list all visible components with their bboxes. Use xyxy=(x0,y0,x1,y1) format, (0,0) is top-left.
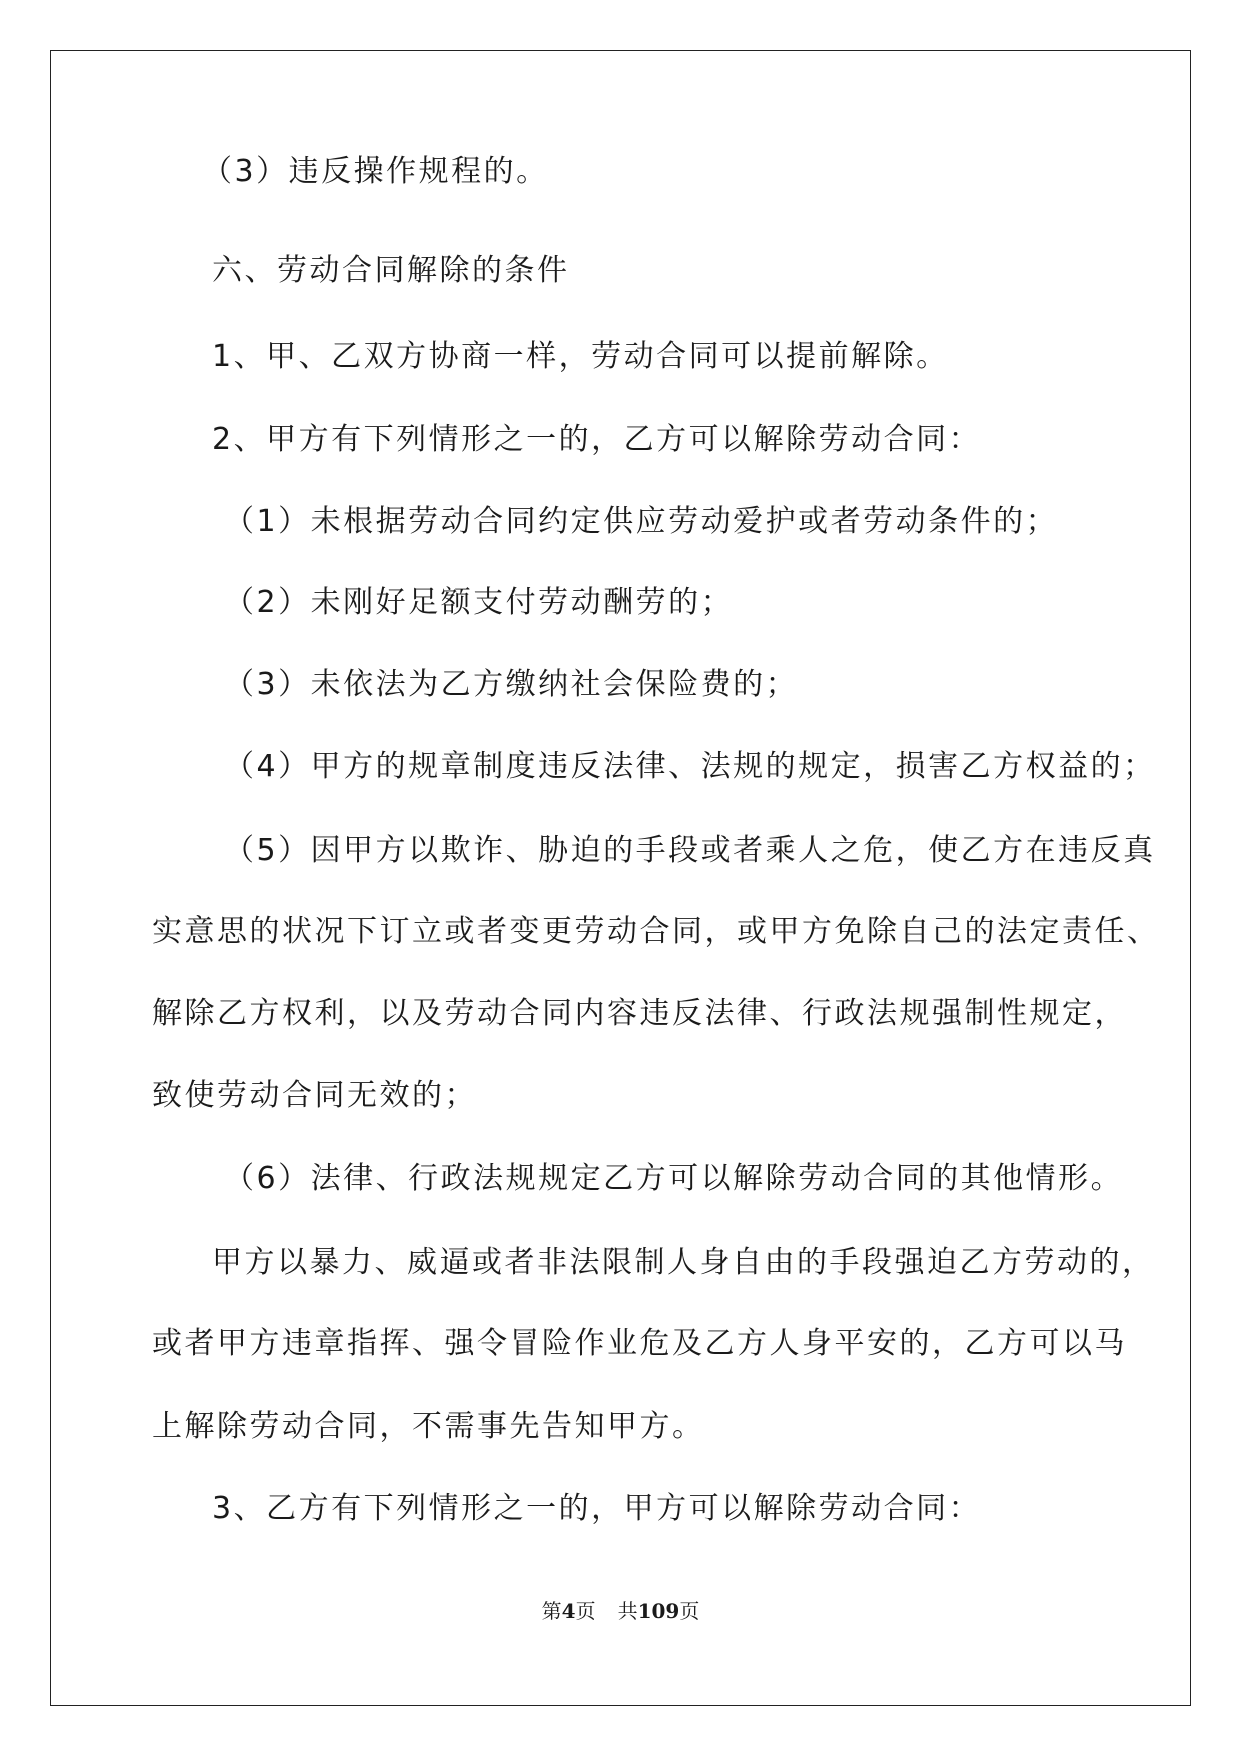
text-line: 1、甲、乙双方协商一样，劳动合同可以提前解除。 xyxy=(212,339,949,374)
text-line: 致使劳动合同无效的； xyxy=(152,1078,477,1113)
page-number: 4 xyxy=(561,1599,576,1623)
text-line: 解除乙方权利，以及劳动合同内容违反法律、行政法规强制性规定， xyxy=(152,996,1127,1031)
text-line: （1）未根据劳动合同约定供应劳动爱护或者劳动条件的； xyxy=(224,504,1059,539)
total-suffix: 页 xyxy=(679,1599,700,1623)
section-heading: 六、劳动合同解除的条件 xyxy=(212,253,570,288)
text-line: （3）违反操作规程的。 xyxy=(202,154,549,189)
text-line: （2）未刚好足额支付劳动酬劳的； xyxy=(224,585,734,620)
text-line: 3、乙方有下列情形之一的，甲方可以解除劳动合同： xyxy=(212,1491,982,1526)
text-line: 甲方以暴力、威逼或者非法限制人身自由的手段强迫乙方劳动的， xyxy=(212,1245,1155,1280)
total-pages: 109 xyxy=(637,1599,680,1623)
text-line: （4）甲方的规章制度违反法律、法规的规定，损害乙方权益的； xyxy=(224,749,1156,784)
text-line: 2、甲方有下列情形之一的，乙方可以解除劳动合同： xyxy=(212,422,982,457)
text-line: 上解除劳动合同，不需事先告知甲方。 xyxy=(152,1409,705,1444)
page-suffix: 页 xyxy=(575,1599,596,1623)
text-line: （3）未依法为乙方缴纳社会保险费的； xyxy=(224,667,799,702)
page-footer xyxy=(0,1599,1241,1623)
text-line: （5）因甲方以欺诈、胁迫的手段或者乘人之危，使乙方在违反真 xyxy=(224,833,1156,868)
total-prefix: 共 xyxy=(617,1599,638,1623)
page-prefix: 第 xyxy=(541,1599,562,1623)
text-line: 实意思的状况下订立或者变更劳动合同，或甲方免除自己的法定责任、 xyxy=(152,914,1160,949)
text-line: （6）法律、行政法规规定乙方可以解除劳动合同的其他情形。 xyxy=(224,1161,1124,1196)
text-line: 或者甲方违章指挥、强令冒险作业危及乙方人身平安的，乙方可以马 xyxy=(152,1326,1127,1361)
